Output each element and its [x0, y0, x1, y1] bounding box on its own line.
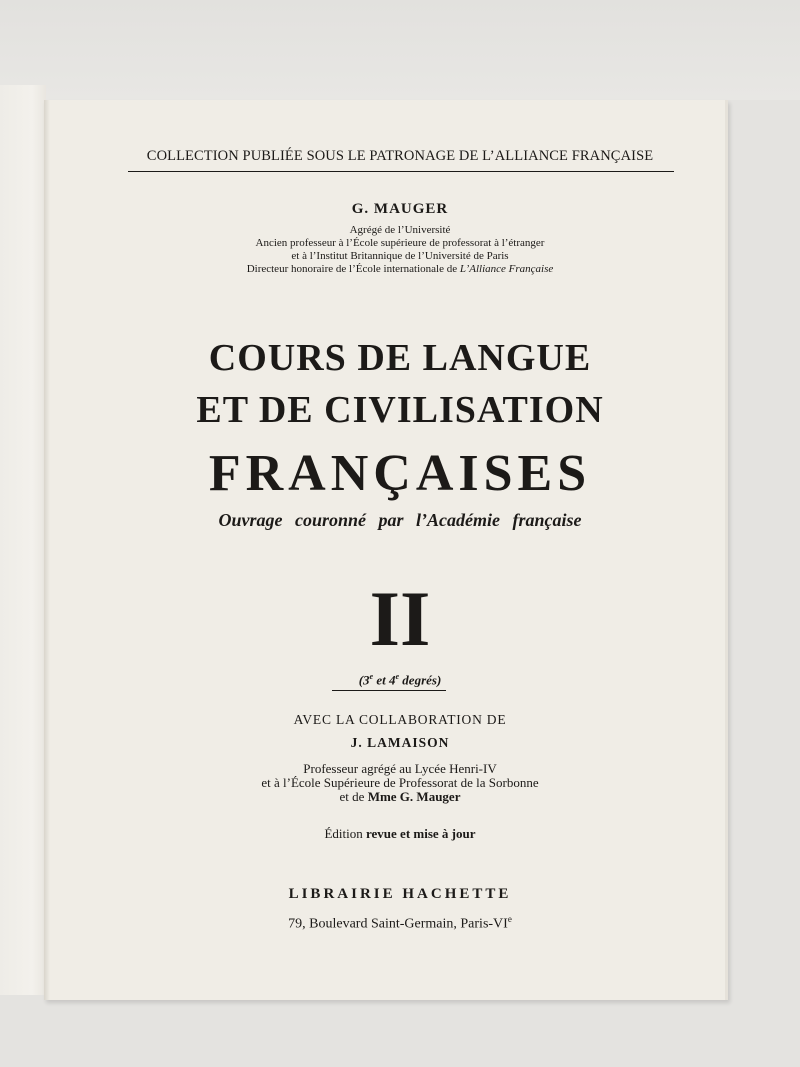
address-text: 79, Boulevard Saint-Germain, Paris-VI	[288, 916, 508, 932]
title-line-2: ET DE CIVILISATION	[196, 389, 604, 431]
publisher-name: LIBRAIRIE HACHETTE	[288, 886, 512, 902]
edition-rest: revue et mise à jour	[366, 826, 476, 841]
page-edge	[725, 100, 728, 1000]
collaboration-intro: AVEC LA COLLABORATION DE	[293, 712, 507, 727]
volume-number: II	[369, 575, 431, 662]
author-credential: et à l’Institut Britannique de l’Université de Paris	[291, 250, 509, 262]
coauthor-credential-text: et de	[339, 789, 368, 804]
facing-page-edge	[0, 85, 46, 995]
degrees-underline	[332, 690, 446, 691]
edition-note	[124, 826, 676, 842]
author-credential-text: Directeur honoraire de l’École internationale de	[246, 263, 460, 275]
mme-mauger: Mme G. Mauger	[367, 789, 461, 804]
page-gutter-shadow	[44, 100, 50, 1000]
degrees-sup: e	[369, 672, 374, 681]
collection-header: COLLECTION PUBLIÉE SOUS LE PATRONAGE DE L’ALLIANCE FRANÇAISE	[146, 148, 654, 164]
coauthor-credential: Professeur agrégé au Lycée Henri-IV	[303, 761, 497, 776]
degrees-suffix: degrés)	[399, 672, 442, 688]
coauthor-name: J. LAMAISON	[350, 735, 450, 750]
title-page	[44, 100, 728, 1000]
background	[0, 0, 800, 100]
coauthor-credential	[124, 790, 676, 804]
coauthor-credential: et à l’École Supérieure de Professorat de la Sorbonne	[261, 775, 539, 790]
author-credential	[124, 263, 676, 275]
degrees-label	[124, 672, 676, 688]
author-credential: Ancien professeur à l’École supérieure de professorat à l’étranger	[255, 237, 545, 249]
degrees-sup: e	[395, 672, 400, 681]
publisher-address	[124, 914, 676, 933]
title-line-1: COURS DE LANGUE	[208, 337, 592, 379]
alliance-francaise-italic: L’Alliance Française	[459, 263, 554, 275]
title-line-3: FRANÇAISES	[208, 445, 592, 502]
degrees-prefix: (3	[358, 672, 370, 688]
edition-prefix: Édition	[324, 826, 366, 841]
header-rule	[128, 171, 674, 172]
degrees-mid: et 4	[373, 672, 396, 688]
author-credential: Agrégé de l’Université	[349, 224, 451, 236]
author-name: G. MAUGER	[351, 201, 449, 217]
subtitle: Ouvrage couronné par l’Académie française	[218, 510, 582, 530]
address-sup: e	[507, 914, 512, 924]
